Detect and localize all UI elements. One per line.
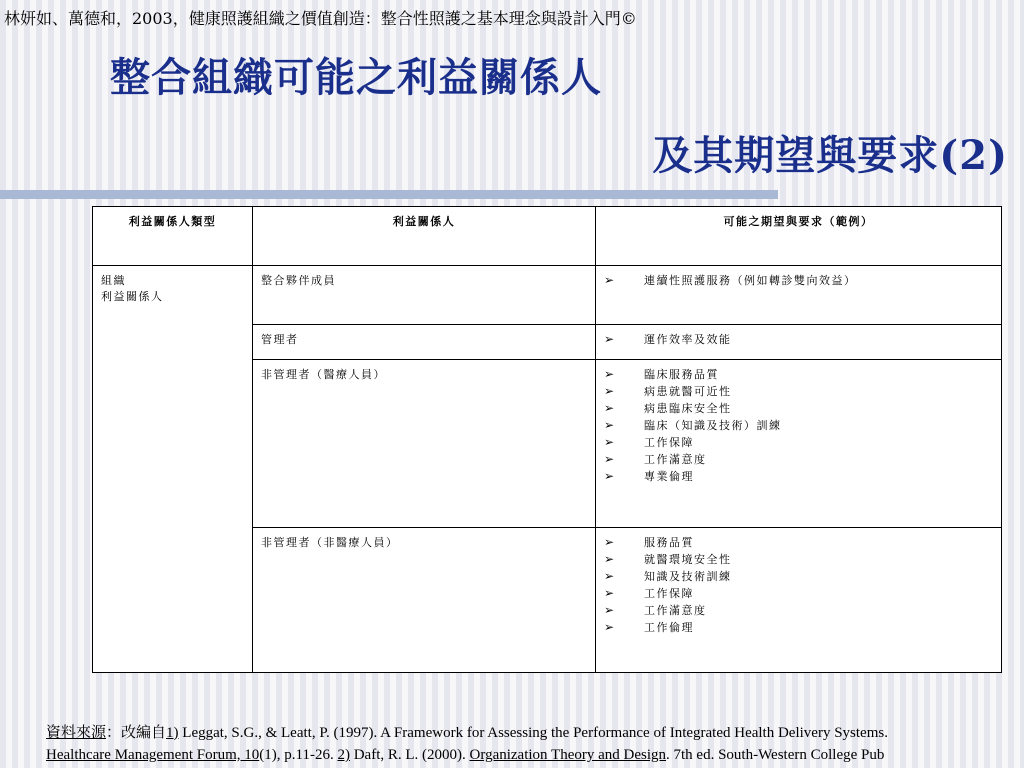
ref2-number: 2)	[337, 747, 350, 763]
arrow-bullet-icon: ➢	[604, 620, 616, 634]
list-item: ➢ 病患臨床安全性	[604, 401, 732, 415]
ref2-book: Organization Theory and Design	[469, 747, 666, 763]
list-item: ➢ 工作滿意度	[604, 603, 707, 617]
arrow-bullet-icon: ➢	[604, 535, 616, 549]
page-subtitle: 及其期望與要求(2)	[652, 132, 1008, 179]
list-item: ➢ 臨床服務品質	[604, 367, 719, 381]
arrow-bullet-icon: ➢	[604, 552, 616, 566]
arrow-bullet-icon: ➢	[604, 452, 616, 466]
page-title: 整合組織可能之利益關係人	[110, 54, 602, 101]
arrow-bullet-icon: ➢	[604, 332, 616, 346]
ref1-journal: Healthcare Management Forum, 10	[46, 747, 260, 763]
expectation-list	[604, 534, 993, 636]
expectations-cell	[596, 325, 1002, 360]
title-accent-bar	[0, 190, 778, 199]
table-header-row	[93, 207, 1002, 266]
arrow-bullet-icon: ➢	[604, 273, 616, 287]
list-item: ➢ 工作保障	[604, 586, 694, 600]
list-item: ➢ 工作保障	[604, 435, 694, 449]
stakeholder-cell: 管理者	[253, 325, 596, 360]
ref1-issue: (1), p.11-26.	[259, 747, 338, 763]
ref2-text: Daft, R. L. (2000).	[349, 747, 470, 763]
expectations-cell	[596, 266, 1002, 325]
list-item: ➢ 連續性照護服務（例如轉診雙向效益）	[604, 273, 857, 287]
stakeholder-table	[92, 206, 1002, 673]
category-cell	[93, 266, 253, 673]
stakeholder-cell: 整合夥伴成員	[253, 266, 596, 325]
source-footnote	[46, 722, 1016, 766]
arrow-bullet-icon: ➢	[604, 401, 616, 415]
arrow-bullet-icon: ➢	[604, 418, 616, 432]
arrow-bullet-icon: ➢	[604, 367, 616, 381]
list-item: ➢ 知識及技術訓練	[604, 569, 732, 583]
list-item: ➢ 臨床（知識及技術）訓練	[604, 418, 782, 432]
source-label: 資料來源	[46, 725, 107, 741]
arrow-bullet-icon: ➢	[604, 569, 616, 583]
category-line: 利益關係人	[101, 290, 164, 303]
header-stakeholder: 利益關係人	[253, 207, 596, 266]
expectations-cell	[596, 528, 1002, 673]
ref1-number: 1)	[166, 725, 179, 741]
arrow-bullet-icon: ➢	[604, 384, 616, 398]
list-item: ➢ 工作滿意度	[604, 452, 707, 466]
header-credit: 林妍如、萬德和，2003，健康照護組織之價值創造：整合性照護之基本理念與設計入門©	[4, 9, 637, 28]
arrow-bullet-icon: ➢	[604, 435, 616, 449]
category-line: 組織	[101, 274, 126, 287]
arrow-bullet-icon: ➢	[604, 603, 616, 617]
list-item: ➢ 運作效率及效能	[604, 332, 732, 346]
stakeholder-cell: 非管理者（醫療人員）	[253, 360, 596, 528]
list-item: ➢ 工作倫理	[604, 620, 694, 634]
arrow-bullet-icon: ➢	[604, 469, 616, 483]
arrow-bullet-icon: ➢	[604, 586, 616, 600]
table-row	[93, 266, 1002, 325]
expectation-list	[604, 366, 993, 485]
list-item: ➢ 專業倫理	[604, 469, 694, 483]
expectation-list	[604, 331, 993, 348]
header-stakeholder-type: 利益關係人類型	[93, 207, 253, 266]
list-item: ➢ 服務品質	[604, 535, 694, 549]
header-expectations: 可能之期望與要求（範例）	[596, 207, 1002, 266]
ref1-text: Leggat, S.G., & Leatt, P. (1997). A Framework for Assessing the Performance of Integrated Health Delivery Systems.	[178, 725, 888, 741]
expectation-list	[604, 272, 993, 289]
list-item: ➢ 就醫環境安全性	[604, 552, 732, 566]
source-intro: ：改編自	[106, 725, 167, 741]
ref2-rest: . 7th ed. South-Western College Pub	[666, 747, 885, 763]
expectations-cell	[596, 360, 1002, 528]
list-item: ➢ 病患就醫可近性	[604, 384, 732, 398]
stakeholder-cell: 非管理者（非醫療人員）	[253, 528, 596, 673]
